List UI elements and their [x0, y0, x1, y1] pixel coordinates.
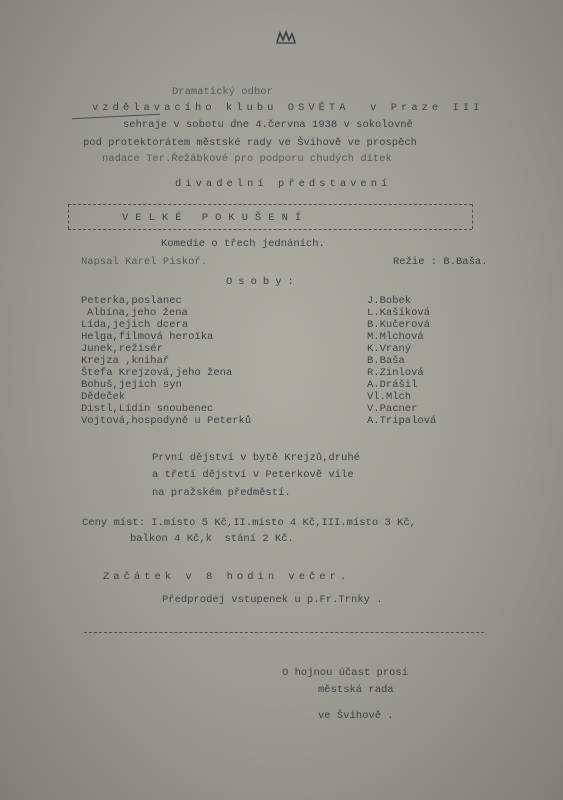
cast-actor: B.Baša — [367, 355, 405, 367]
header-line-3: sehraje v sobotu dne 4.června 1938 v sokolovně — [123, 119, 413, 131]
cast-actor: A.Tripalová — [367, 415, 437, 427]
cast-role: Bohuš,jejich syn — [81, 379, 182, 391]
play-title: VELKÉ POKUŠENÍ — [122, 212, 309, 224]
cast-actor: V.Pacner — [367, 403, 418, 415]
cast-role: Distl,Lídin snoubenec — [81, 403, 214, 415]
setting-line-1: První dějství v bytě Krejzů,druhé — [152, 452, 360, 464]
setting-line-2: a třetí dějství v Peterkově vile — [152, 469, 354, 481]
closing-line-2: městská rada — [318, 684, 394, 696]
cast-role: Vojtová,hospodyně u Peterků — [81, 415, 252, 427]
separator-line — [84, 632, 484, 633]
presale-info: Předprodej vstupenek u p.Fr.Trnky . — [162, 594, 383, 606]
cast-actor: K.Vraný — [367, 343, 412, 355]
cast-actor: J.Bobek — [367, 295, 412, 307]
cast-role: Junek,režisér — [81, 343, 163, 355]
cast-role: Peterka,poslanec — [81, 295, 182, 307]
cast-actor: Vl.Mlch — [367, 391, 412, 403]
title-frame-right — [472, 204, 473, 229]
setting-line-3: na pražském předměstí. — [152, 487, 291, 499]
cast-actors — [367, 295, 436, 427]
title-frame-bottom — [68, 229, 472, 230]
cast-actor: B.Kučerová — [367, 319, 431, 331]
cast-roles — [81, 295, 251, 427]
play-subtitle: Komedie o třech jednáních. — [161, 238, 325, 250]
header-line-2: vzdělavacího klubu OSVĚTA v Praze III — [92, 102, 484, 114]
play-director: Režie : B.Baša. — [393, 256, 488, 268]
cast-actor: L.Kašíková — [367, 307, 431, 319]
cast-actor: A.Drášil — [367, 379, 418, 391]
title-frame-top — [68, 204, 472, 205]
header-line-4: pod protektorátem městské rady ve Švihově ve prospěch — [83, 137, 417, 149]
prices-line-1: Ceny míst: I.místo 5 Kč,II.místo 4 Kč,III.místo 3 Kč, — [82, 517, 416, 529]
cast-actor: R.Zinlová — [367, 367, 424, 379]
cast-role: Lída,jejich dcera — [81, 319, 189, 331]
stamp-mark-icon — [275, 30, 297, 44]
closing-line-1: O hojnou účast prosí — [282, 667, 409, 679]
play-author: Napsal Karel Piskoř. — [81, 256, 208, 268]
header-line-5: nadace Ter.Řežábkové pro podporu chudých dítek — [102, 153, 392, 165]
cast-role: Dědeček — [81, 391, 126, 403]
header-line-1: Dramatický odbor — [172, 86, 273, 98]
cast-role: Štefa Krejzová,jeho žena — [81, 367, 233, 379]
cast-heading: Osoby: — [226, 276, 300, 288]
header-line-6: divadelní představení — [175, 178, 392, 190]
closing-line-3: ve Švihově . — [318, 710, 394, 722]
cast-role: Krejza ,knihař — [81, 355, 170, 367]
title-frame-left — [68, 204, 69, 229]
cast-role: Albína,jeho žena — [87, 307, 188, 319]
cast-role: Helga,filmová heroïka — [81, 331, 214, 343]
prices-line-2: balkon 4 Kč,k stání 2 Kč. — [130, 533, 294, 545]
start-time: Začátek v 8 hodin večer. — [103, 571, 351, 583]
cast-actor: M.Mlchová — [367, 331, 424, 343]
